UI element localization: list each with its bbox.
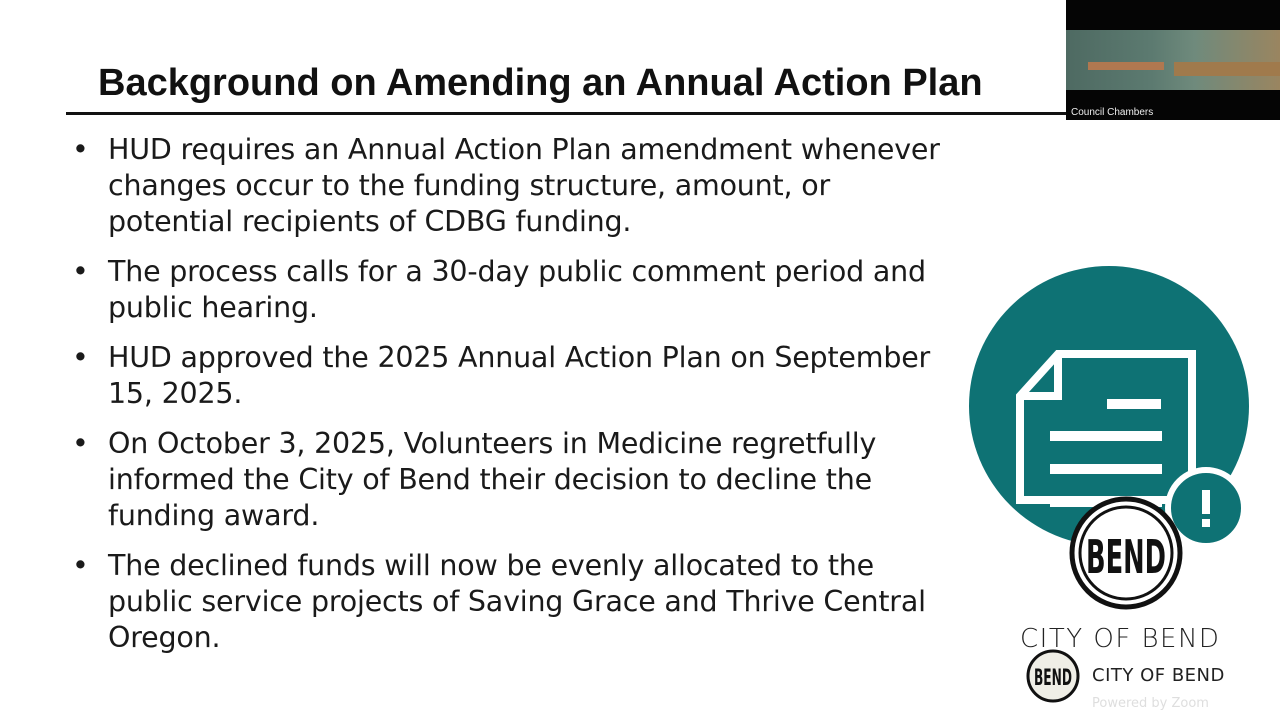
- video-label: Council Chambers: [1071, 107, 1154, 118]
- bend-small-logo-icon: [1028, 651, 1078, 701]
- bullet-list: [70, 132, 950, 670]
- bullet-item: • HUD requires an Annual Action Plan amendment whenever changes occur to the funding structure, amount, or potential recipients of CDBG funding.: [70, 132, 950, 240]
- svg-text:BEND: BEND: [1086, 530, 1166, 584]
- zoom-watermark: Powered by Zoom: [1092, 696, 1209, 711]
- bullet-item: • The process calls for a 30-day public comment period and public hearing.: [70, 254, 950, 326]
- brand-name-small: CITY OF BEND: [1092, 665, 1225, 686]
- video-thumbnail-council-chambers[interactable]: [1066, 0, 1280, 120]
- svg-text:BEND: BEND: [1034, 666, 1072, 691]
- bullet-item: • The declined funds will now be evenly allocated to the public service projects of Saving Grace and Thrive Central Oregon.: [70, 548, 950, 656]
- bend-logo-icon: [1072, 499, 1180, 607]
- bullet-item: • On October 3, 2025, Volunteers in Medicine regretfully informed the City of Bend their decision to decline the funding award.: [70, 426, 950, 534]
- title-divider: [66, 112, 1066, 115]
- camera-feed: [1066, 30, 1280, 90]
- slide-title: Background on Amending an Annual Action Plan: [98, 62, 983, 104]
- bullet-item: • HUD approved the 2025 Annual Action Plan on September 15, 2025.: [70, 340, 950, 412]
- brand-name: CITY OF BEND: [1020, 624, 1221, 654]
